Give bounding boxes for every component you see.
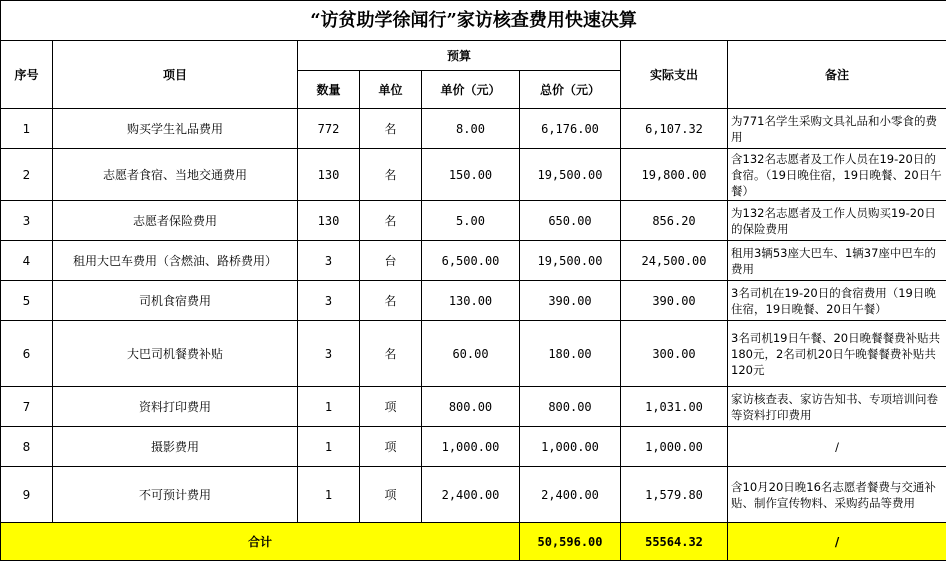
cell-unit: 项 (360, 387, 422, 427)
cell-remark: 3名司机19日午餐、20日晚餐餐费补贴共180元，2名司机20日午晚餐餐费补贴共120元 (728, 321, 946, 387)
cell-total: 180.00 (520, 321, 621, 387)
cell-unit: 名 (360, 201, 422, 241)
cell-unit: 名 (360, 149, 422, 201)
cell-actual: 390.00 (621, 281, 728, 321)
cell-actual: 856.20 (621, 201, 728, 241)
cell-item: 资料打印费用 (53, 387, 298, 427)
cell-unit-price: 6,500.00 (422, 241, 520, 281)
cell-qty: 1 (298, 427, 360, 467)
cell-qty: 1 (298, 467, 360, 523)
cell-seq: 3 (1, 201, 53, 241)
cell-unit-price: 8.00 (422, 109, 520, 149)
cell-unit: 名 (360, 281, 422, 321)
table-row (1, 321, 946, 387)
header-qty: 数量 (298, 71, 360, 109)
cell-unit-price: 800.00 (422, 387, 520, 427)
cell-actual: 1,579.80 (621, 467, 728, 523)
cell-total: 19,500.00 (520, 149, 621, 201)
total-remark: / (728, 523, 946, 561)
header-actual: 实际支出 (621, 41, 728, 109)
cell-actual: 1,031.00 (621, 387, 728, 427)
cell-total: 19,500.00 (520, 241, 621, 281)
cell-unit: 项 (360, 467, 422, 523)
total-budget: 50,596.00 (520, 523, 621, 561)
header-remark: 备注 (728, 41, 946, 109)
table-row (1, 201, 946, 241)
total-actual: 55564.32 (621, 523, 728, 561)
cell-item: 摄影费用 (53, 427, 298, 467)
cell-total: 390.00 (520, 281, 621, 321)
cell-actual: 6,107.32 (621, 109, 728, 149)
cell-total: 1,000.00 (520, 427, 621, 467)
cell-remark: 含132名志愿者及工作人员在19-20日的食宿。（19日晚住宿，19日晚餐、20日午餐） (728, 149, 946, 201)
cell-remark: 含10月20日晚16名志愿者餐费与交通补贴、制作宣传物料、采购药品等费用 (728, 467, 946, 523)
cell-actual: 300.00 (621, 321, 728, 387)
cell-seq: 7 (1, 387, 53, 427)
header-seq: 序号 (1, 41, 53, 109)
cell-qty: 3 (298, 281, 360, 321)
cell-qty: 772 (298, 109, 360, 149)
cell-unit: 项 (360, 427, 422, 467)
cell-qty: 1 (298, 387, 360, 427)
header-total-price: 总价（元） (520, 71, 621, 109)
total-row (1, 523, 946, 561)
cell-seq: 2 (1, 149, 53, 201)
table-row (1, 109, 946, 149)
cell-seq: 4 (1, 241, 53, 281)
table-row (1, 241, 946, 281)
cell-seq: 1 (1, 109, 53, 149)
cell-item: 司机食宿费用 (53, 281, 298, 321)
cell-item: 购买学生礼品费用 (53, 109, 298, 149)
cell-seq: 6 (1, 321, 53, 387)
cell-unit-price: 2,400.00 (422, 467, 520, 523)
table-row (1, 387, 946, 427)
cell-seq: 8 (1, 427, 53, 467)
cell-actual: 1,000.00 (621, 427, 728, 467)
table-row (1, 427, 946, 467)
cell-unit: 名 (360, 321, 422, 387)
cell-unit-price: 1,000.00 (422, 427, 520, 467)
cell-unit-price: 5.00 (422, 201, 520, 241)
cell-actual: 19,800.00 (621, 149, 728, 201)
cell-remark: 家访核查表、家访告知书、专项培训问卷等资料打印费用 (728, 387, 946, 427)
cell-remark: / (728, 427, 946, 467)
cell-unit: 名 (360, 109, 422, 149)
cell-actual: 24,500.00 (621, 241, 728, 281)
cell-item: 志愿者保险费用 (53, 201, 298, 241)
cell-total: 800.00 (520, 387, 621, 427)
cell-unit: 台 (360, 241, 422, 281)
cell-remark: 为132名志愿者及工作人员购买19-20日的保险费用 (728, 201, 946, 241)
cell-remark: 3名司机在19-20日的食宿费用（19日晚住宿，19日晚餐、20日午餐） (728, 281, 946, 321)
cell-unit-price: 130.00 (422, 281, 520, 321)
cell-qty: 3 (298, 241, 360, 281)
header-unit: 单位 (360, 71, 422, 109)
cell-qty: 130 (298, 149, 360, 201)
total-label: 合计 (1, 523, 520, 561)
cell-seq: 5 (1, 281, 53, 321)
table-row (1, 149, 946, 201)
cell-total: 2,400.00 (520, 467, 621, 523)
cell-item: 志愿者食宿、当地交通费用 (53, 149, 298, 201)
sheet-title: “访贫助学徐闻行”家访核查费用快速决算 (1, 1, 946, 41)
cell-item: 租用大巴车费用（含燃油、路桥费用） (53, 241, 298, 281)
table-row (1, 281, 946, 321)
cell-unit-price: 150.00 (422, 149, 520, 201)
cell-qty: 130 (298, 201, 360, 241)
header-budget: 预算 (298, 41, 621, 71)
cell-total: 6,176.00 (520, 109, 621, 149)
header-item: 项目 (53, 41, 298, 109)
cell-item: 大巴司机餐费补贴 (53, 321, 298, 387)
cell-remark: 租用3辆53座大巴车、1辆37座中巴车的费用 (728, 241, 946, 281)
cell-item: 不可预计费用 (53, 467, 298, 523)
cell-remark: 为771名学生采购文具礼品和小零食的费用 (728, 109, 946, 149)
cell-unit-price: 60.00 (422, 321, 520, 387)
header-unit-price: 单价（元） (422, 71, 520, 109)
cell-total: 650.00 (520, 201, 621, 241)
table-row (1, 467, 946, 523)
cell-seq: 9 (1, 467, 53, 523)
cell-qty: 3 (298, 321, 360, 387)
